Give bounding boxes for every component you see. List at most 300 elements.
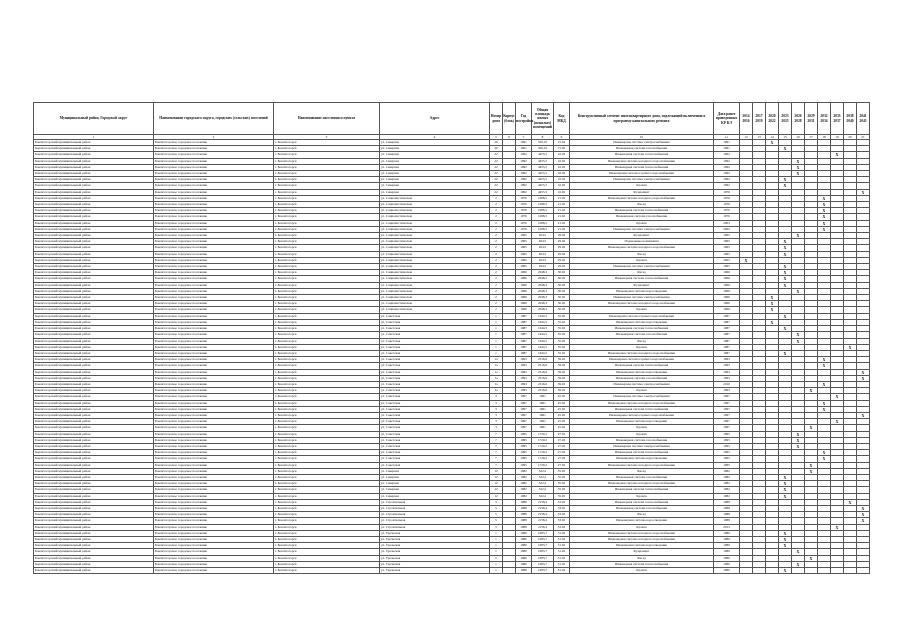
cell-previous-repair-date: 1980 bbox=[714, 561, 740, 567]
cell-mkd-code: 39.02 bbox=[554, 363, 570, 369]
cell-year-built: 1980 bbox=[516, 537, 532, 543]
column-header: 2041 2043 bbox=[857, 103, 870, 135]
period-mark: X bbox=[857, 375, 870, 381]
cell-address: ул. Социалистическая bbox=[380, 245, 490, 251]
cell-house-number: 1 bbox=[490, 332, 503, 338]
column-number: 10 bbox=[570, 135, 714, 140]
cell-area: 1644,5 bbox=[532, 350, 554, 356]
cell-year-built: 1992 bbox=[516, 152, 532, 158]
cell-mkd-code: 16.02 bbox=[554, 164, 570, 170]
column-number: 14 bbox=[766, 135, 779, 140]
cell-district: Бокситогорский муниципальный район bbox=[34, 152, 154, 158]
cell-mkd-code: 33.02 bbox=[554, 512, 570, 518]
cell-house-number: 2 bbox=[490, 307, 503, 313]
cell-locality: г. Бокситогорск bbox=[274, 425, 380, 431]
cell-area: 1068,5 bbox=[532, 195, 554, 201]
cell-year-built: 1991 bbox=[516, 146, 532, 152]
cell-house-number: 5 bbox=[490, 524, 503, 530]
cell-mkd-code: 31.02 bbox=[554, 530, 570, 536]
cell-year-built: 1965 bbox=[516, 251, 532, 257]
cell-year-built: 1993 bbox=[516, 363, 532, 369]
cell-district: Бокситогорский муниципальный район bbox=[34, 375, 154, 381]
period-mark: X bbox=[818, 208, 831, 214]
cell-locality: г. Бокситогорск bbox=[274, 481, 380, 487]
cell-area: 4455,5 bbox=[532, 152, 554, 158]
cell-area: 1068,5 bbox=[532, 208, 554, 214]
period-mark: X bbox=[818, 220, 831, 226]
cell-structural-element: Инженерная система теплоснабжения bbox=[570, 326, 714, 332]
cell-year-built: 1987 bbox=[516, 313, 532, 319]
cell-house-number: 1а bbox=[490, 381, 503, 387]
cell-previous-repair-date: 1965 bbox=[714, 251, 740, 257]
cell-year-built: 1988 bbox=[516, 524, 532, 530]
cell-address: ул. Советская bbox=[380, 412, 490, 418]
cell-locality: г. Бокситогорск bbox=[274, 369, 380, 375]
period-cell bbox=[844, 568, 857, 574]
cell-district: Бокситогорский муниципальный район bbox=[34, 288, 154, 294]
cell-mkd-code: 35.02 bbox=[554, 468, 570, 474]
period-cell bbox=[857, 568, 870, 574]
cell-district: Бокситогорский муниципальный район bbox=[34, 202, 154, 208]
cell-area: 1068,5 bbox=[532, 214, 554, 220]
cell-locality: г. Бокситогорск bbox=[274, 264, 380, 270]
cell-locality: г. Бокситогорск bbox=[274, 456, 380, 462]
cell-district: Бокситогорский муниципальный район bbox=[34, 146, 154, 152]
cell-mkd-code: 15.02 bbox=[554, 140, 570, 146]
period-mark: X bbox=[818, 363, 831, 369]
cell-mkd-code: 31.02 bbox=[554, 568, 570, 574]
cell-structural-element: Фундамент bbox=[570, 282, 714, 288]
cell-structural-element: Инженерная система холодного водоснабжения bbox=[570, 245, 714, 251]
cell-mkd-code: 33.02 bbox=[554, 505, 570, 511]
cell-previous-repair-date: 1992 bbox=[714, 152, 740, 158]
column-number: 11 bbox=[714, 135, 740, 140]
cell-previous-repair-date: 1966 bbox=[714, 276, 740, 282]
cell-settlement: Бокситогорское городское поселение bbox=[154, 251, 274, 257]
cell-year-built: 1980 bbox=[516, 549, 532, 555]
cell-district: Бокситогорский муниципальный район bbox=[34, 257, 154, 263]
cell-mkd-code: 31.02 bbox=[554, 555, 570, 561]
cell-area: 264,5 bbox=[532, 251, 554, 257]
cell-settlement: Бокситогорское городское поселение bbox=[154, 481, 274, 487]
cell-house-number: 7 bbox=[490, 450, 503, 456]
cell-mkd-code: 39.02 bbox=[554, 369, 570, 375]
cell-mkd-code: 31.02 bbox=[554, 549, 570, 555]
cell-mkd-code: 45.02 bbox=[554, 425, 570, 431]
cell-area: 522,2 bbox=[532, 474, 554, 480]
cell-structural-element: Кровля bbox=[570, 183, 714, 189]
cell-previous-repair-date: 1987 bbox=[714, 332, 740, 338]
cell-area: 1083,7 bbox=[532, 543, 554, 549]
period-mark: X bbox=[818, 456, 831, 462]
cell-house-number: 22 bbox=[490, 164, 503, 170]
cell-structural-element: Инженерная система горячего водоснабжения bbox=[570, 357, 714, 363]
cell-house-number: 2 bbox=[490, 276, 503, 282]
period-mark: X bbox=[779, 251, 792, 257]
column-header: Наименование городского округа, городских (сельских) поселений bbox=[154, 103, 274, 135]
period-mark: X bbox=[779, 282, 792, 288]
cell-area: 1661 bbox=[532, 406, 554, 412]
cell-structural-element: Кровля bbox=[570, 220, 714, 226]
period-mark: X bbox=[857, 369, 870, 375]
period-mark: X bbox=[779, 481, 792, 487]
cell-mkd-code: 30.02 bbox=[554, 276, 570, 282]
cell-mkd-code: 21.02 bbox=[554, 202, 570, 208]
cell-previous-repair-date: 1987 bbox=[714, 338, 740, 344]
period-mark: X bbox=[805, 425, 818, 431]
cell-structural-element: Инженерная система холодного водоснабжения bbox=[570, 195, 714, 201]
cell-settlement: Бокситогорское городское поселение bbox=[154, 493, 274, 499]
cell-previous-repair-date: 1980 bbox=[714, 537, 740, 543]
cell-previous-repair-date: 1982 bbox=[714, 474, 740, 480]
cell-locality: г. Бокситогорск bbox=[274, 195, 380, 201]
cell-year-built: 1987 bbox=[516, 344, 532, 350]
cell-year-built: 1992 bbox=[516, 158, 532, 164]
cell-district: Бокситогорский муниципальный район bbox=[34, 313, 154, 319]
cell-area: 509,10 bbox=[532, 140, 554, 146]
cell-district: Бокситогорский муниципальный район bbox=[34, 400, 154, 406]
period-mark: X bbox=[831, 524, 844, 530]
column-number: 20 bbox=[844, 135, 857, 140]
cell-area: 264,5 bbox=[532, 257, 554, 263]
cell-previous-repair-date: 1976 bbox=[714, 208, 740, 214]
cell-year-built: 1997 bbox=[516, 412, 532, 418]
cell-structural-element: Инженерная система теплоснабжения bbox=[570, 152, 714, 158]
cell-structural-element: Кровля bbox=[570, 307, 714, 313]
cell-area: 1644,5 bbox=[532, 344, 554, 350]
cell-structural-element: Подвальные помещения bbox=[570, 239, 714, 245]
cell-mkd-code: 29.02 bbox=[554, 245, 570, 251]
cell-area: 2158,4 bbox=[532, 518, 554, 524]
cell-area: 509,10 bbox=[532, 146, 554, 152]
cell-address: ул. Советская bbox=[380, 357, 490, 363]
cell-structural-element: Инженерная система газоснабжения bbox=[570, 214, 714, 220]
cell-mkd-code: 27.02 bbox=[554, 462, 570, 468]
cell-previous-repair-date: 1997 bbox=[714, 406, 740, 412]
cell-settlement: Бокситогорское городское поселение bbox=[154, 301, 274, 307]
cell-locality: г. Бокситогорск bbox=[274, 450, 380, 456]
cell-locality: г. Бокситогорск bbox=[274, 245, 380, 251]
cell-structural-element: Кровля bbox=[570, 493, 714, 499]
cell-district: Бокситогорский муниципальный район bbox=[34, 468, 154, 474]
cell-settlement: Бокситогорское городское поселение bbox=[154, 208, 274, 214]
cell-previous-repair-date: 1992 bbox=[714, 164, 740, 170]
cell-structural-element: Инженерная система холодного водоснабжения bbox=[570, 481, 714, 487]
cell-locality: г. Бокситогорск bbox=[274, 171, 380, 177]
cell-house-number: 1а bbox=[490, 369, 503, 375]
cell-settlement: Бокситогорское городское поселение bbox=[154, 561, 274, 567]
cell-address: ул. Советская bbox=[380, 437, 490, 443]
cell-area: 2048,3 bbox=[532, 295, 554, 301]
cell-previous-repair-date: 1966 bbox=[714, 270, 740, 276]
cell-previous-repair-date: 1988 bbox=[714, 499, 740, 505]
cell-district: Бокситогорский муниципальный район bbox=[34, 462, 154, 468]
cell-structural-element: Кровля bbox=[570, 388, 714, 394]
cell-structural-element: Инженерная система электроснабжения bbox=[570, 381, 714, 387]
cell-address: ул. Строительная bbox=[380, 499, 490, 505]
cell-locality: г. Бокситогорск bbox=[274, 177, 380, 183]
cell-address: ул. Социалистическая bbox=[380, 226, 490, 232]
cell-house-number: 1а bbox=[490, 388, 503, 394]
cell-mkd-code: 35.02 bbox=[554, 487, 570, 493]
cell-structural-element: Инженерная система холодного водоснабжения bbox=[570, 350, 714, 356]
cell-district: Бокситогорский муниципальный район bbox=[34, 524, 154, 530]
cell-address: ул. Социалистическая bbox=[380, 301, 490, 307]
cell-mkd-code: 29.02 bbox=[554, 257, 570, 263]
column-header: Конструктивный элемент многоквартирного дома, подлежащий включению в программу капитального ремонта bbox=[570, 103, 714, 135]
cell-district: Бокситогорский муниципальный район bbox=[34, 456, 154, 462]
cell-year-built: 1995 bbox=[516, 431, 532, 437]
cell-mkd-code: 16.02 bbox=[554, 177, 570, 183]
cell-area: 1068,5 bbox=[532, 202, 554, 208]
cell-mkd-code: 45.02 bbox=[554, 419, 570, 425]
cell-previous-repair-date: 1976 bbox=[714, 189, 740, 195]
cell-settlement: Бокситогорское городское поселение bbox=[154, 530, 274, 536]
cell-house-number: 12 bbox=[490, 493, 503, 499]
cell-year-built: 1992 bbox=[516, 164, 532, 170]
cell-year-built: 1997 bbox=[516, 406, 532, 412]
cell-address: ул. Строительная bbox=[380, 524, 490, 530]
cell-area: 1083,7 bbox=[532, 568, 554, 574]
cell-house-number: 1 bbox=[490, 344, 503, 350]
cell-address: ул. Социалистическая bbox=[380, 208, 490, 214]
cell-district: Бокситогорский муниципальный район bbox=[34, 537, 154, 543]
cell-settlement: Бокситогорское городское поселение bbox=[154, 245, 274, 251]
cell-previous-repair-date: 1965 bbox=[714, 233, 740, 239]
period-cell bbox=[792, 568, 805, 574]
cell-address: ул. Советская bbox=[380, 419, 490, 425]
column-number: 13 bbox=[753, 135, 766, 140]
cell-area: 1661 bbox=[532, 400, 554, 406]
cell-mkd-code: 30.02 bbox=[554, 288, 570, 294]
cell-settlement: Бокситогорское городское поселение bbox=[154, 214, 274, 220]
cell-district: Бокситогорский муниципальный район bbox=[34, 282, 154, 288]
cell-area: 1068,5 bbox=[532, 220, 554, 226]
cell-settlement: Бокситогорское городское поселение bbox=[154, 158, 274, 164]
cell-settlement: Бокситогорское городское поселение bbox=[154, 326, 274, 332]
cell-settlement: Бокситогорское городское поселение bbox=[154, 419, 274, 425]
cell-year-built: 1987 bbox=[516, 319, 532, 325]
cell-year-built: 1966 bbox=[516, 270, 532, 276]
cell-mkd-code: 16.02 bbox=[554, 189, 570, 195]
cell-district: Бокситогорский муниципальный район bbox=[34, 270, 154, 276]
cell-district: Бокситогорский муниципальный район bbox=[34, 530, 154, 536]
cell-address: ул. Уральская bbox=[380, 530, 490, 536]
column-header: Код МКД bbox=[554, 103, 570, 135]
cell-settlement: Бокситогорское городское поселение bbox=[154, 375, 274, 381]
period-cell bbox=[818, 568, 831, 574]
cell-locality: г. Бокситогорск bbox=[274, 226, 380, 232]
cell-locality: г. Бокситогорск bbox=[274, 332, 380, 338]
cell-locality: г. Бокситогорск bbox=[274, 270, 380, 276]
cell-address: ул. Советская bbox=[380, 456, 490, 462]
cell-house-number: 22 bbox=[490, 171, 503, 177]
cell-area: 1083,7 bbox=[532, 530, 554, 536]
cell-structural-element: Фасад bbox=[570, 251, 714, 257]
cell-settlement: Бокситогорское городское поселение bbox=[154, 549, 274, 555]
column-number: 19 bbox=[831, 135, 844, 140]
cell-house-number: 1 bbox=[490, 568, 503, 574]
cell-previous-repair-date: 1987 bbox=[714, 344, 740, 350]
cell-year-built: 1991 bbox=[516, 140, 532, 146]
cell-year-built: 1988 bbox=[516, 499, 532, 505]
cell-address: ул. Строительная bbox=[380, 512, 490, 518]
cell-mkd-code: 35.02 bbox=[554, 319, 570, 325]
period-cell bbox=[753, 568, 766, 574]
cell-district: Бокситогорский муниципальный район bbox=[34, 220, 154, 226]
cell-structural-element: Кровля bbox=[570, 568, 714, 574]
cell-year-built: 1995 bbox=[516, 450, 532, 456]
cell-year-built: 1988 bbox=[516, 512, 532, 518]
cell-settlement: Бокситогорское городское поселение bbox=[154, 164, 274, 170]
cell-settlement: Бокситогорское городское поселение bbox=[154, 307, 274, 313]
cell-address: ул. Уральская bbox=[380, 568, 490, 574]
cell-mkd-code: 27.02 bbox=[554, 437, 570, 443]
period-mark: X bbox=[857, 412, 870, 418]
cell-settlement: Бокситогорское городское поселение bbox=[154, 195, 274, 201]
cell-mkd-code: 35.02 bbox=[554, 344, 570, 350]
cell-mkd-code: 21.02 bbox=[554, 214, 570, 220]
period-mark: X bbox=[792, 561, 805, 567]
cell-mkd-code: 39.02 bbox=[554, 357, 570, 363]
period-mark: X bbox=[805, 388, 818, 394]
cell-address: ул. Северная bbox=[380, 164, 490, 170]
cell-district: Бокситогорский муниципальный район bbox=[34, 177, 154, 183]
cell-address: ул. Советская bbox=[380, 425, 490, 431]
cell-settlement: Бокситогорское городское поселение bbox=[154, 233, 274, 239]
cell-previous-repair-date: 1993 bbox=[714, 388, 740, 394]
cell-address: ул. Советская bbox=[380, 313, 490, 319]
cell-settlement: Бокситогорское городское поселение bbox=[154, 189, 274, 195]
cell-area: 2048,3 bbox=[532, 307, 554, 313]
period-mark: X bbox=[831, 419, 844, 425]
cell-previous-repair-date: 1997 bbox=[714, 419, 740, 425]
cell-year-built: 1993 bbox=[516, 375, 532, 381]
cell-mkd-code: 45.02 bbox=[554, 406, 570, 412]
cell-locality: г. Бокситогорск bbox=[274, 443, 380, 449]
period-mark: X bbox=[818, 195, 831, 201]
cell-locality: г. Бокситогорск bbox=[274, 319, 380, 325]
cell-house-number: 2 bbox=[490, 270, 503, 276]
cell-settlement: Бокситогорское городское поселение bbox=[154, 319, 274, 325]
cell-year-built: 1980 bbox=[516, 568, 532, 574]
column-header: Корпус (блок) bbox=[503, 103, 516, 135]
cell-previous-repair-date: 1993 bbox=[714, 375, 740, 381]
cell-previous-repair-date: 1988 bbox=[714, 505, 740, 511]
period-mark: X bbox=[779, 568, 792, 574]
cell-year-built: 1982 bbox=[516, 474, 532, 480]
cell-settlement: Бокситогорское городское поселение bbox=[154, 183, 274, 189]
cell-address: ул. Социалистическая bbox=[380, 276, 490, 282]
cell-address: ул. Социалистическая bbox=[380, 214, 490, 220]
column-number: 7 bbox=[516, 135, 532, 140]
cell-previous-repair-date: 1997 bbox=[714, 394, 740, 400]
period-mark: X bbox=[818, 226, 831, 232]
cell-settlement: Бокситогорское городское поселение bbox=[154, 400, 274, 406]
cell-house-number: 1 bbox=[490, 350, 503, 356]
column-number: 15 bbox=[779, 135, 792, 140]
cell-structural-element: Фасад bbox=[570, 512, 714, 518]
cell-locality: г. Бокситогорск bbox=[274, 288, 380, 294]
cell-address: ул. Советская bbox=[380, 462, 490, 468]
cell-settlement: Бокситогорское городское поселение bbox=[154, 226, 274, 232]
column-header: 2017 2019 bbox=[753, 103, 766, 135]
cell-house-number: 3 bbox=[490, 425, 503, 431]
cell-house-number: 2 bbox=[490, 251, 503, 257]
column-number: 21 bbox=[857, 135, 870, 140]
cell-address: ул. Уральская bbox=[380, 561, 490, 567]
cell-locality: г. Бокситогорск bbox=[274, 350, 380, 356]
period-mark: X bbox=[766, 307, 779, 313]
period-mark: X bbox=[766, 301, 779, 307]
cell-year-built: 1993 bbox=[516, 369, 532, 375]
cell-settlement: Бокситогорское городское поселение bbox=[154, 412, 274, 418]
cell-house-number: 2 bbox=[490, 295, 503, 301]
column-number: 5 bbox=[490, 135, 503, 140]
cell-year-built: 1965 bbox=[516, 233, 532, 239]
cell-year-built: 1992 bbox=[516, 171, 532, 177]
cell-house-number: 2 bbox=[490, 282, 503, 288]
column-header: 2026 2028 bbox=[792, 103, 805, 135]
cell-house-number: 2 bbox=[490, 264, 503, 270]
cell-address: ул. Советская bbox=[380, 431, 490, 437]
repair-schedule-table bbox=[33, 102, 870, 574]
cell-house-number: 7 bbox=[490, 456, 503, 462]
cell-locality: г. Бокситогорск bbox=[274, 474, 380, 480]
period-mark: X bbox=[779, 530, 792, 536]
cell-mkd-code: 21.02 bbox=[554, 195, 570, 201]
cell-area: 522,2 bbox=[532, 493, 554, 499]
cell-address: ул. Советская bbox=[380, 350, 490, 356]
cell-structural-element: Инженерная система теплоснабжения bbox=[570, 487, 714, 493]
cell-house-number: 22 bbox=[490, 189, 503, 195]
period-mark: X bbox=[857, 505, 870, 511]
cell-house-number: 22 bbox=[490, 183, 503, 189]
cell-mkd-code: 27.02 bbox=[554, 456, 570, 462]
cell-house-number: 2 bbox=[490, 245, 503, 251]
cell-mkd-code: 30.02 bbox=[554, 270, 570, 276]
cell-area: 1661 bbox=[532, 425, 554, 431]
cell-house-number: 7 bbox=[490, 431, 503, 437]
cell-structural-element: Инженерная система холодного водоснабжения bbox=[570, 530, 714, 536]
cell-settlement: Бокситогорское городское поселение bbox=[154, 152, 274, 158]
cell-address: ул. Социалистическая bbox=[380, 220, 490, 226]
cell-structural-element: Фасад bbox=[570, 555, 714, 561]
cell-area: 1083,7 bbox=[532, 561, 554, 567]
cell-house-number: 12 bbox=[490, 487, 503, 493]
cell-locality: г. Бокситогорск bbox=[274, 158, 380, 164]
cell-district: Бокситогорский муниципальный район bbox=[34, 301, 154, 307]
cell-structural-element: Фасад bbox=[570, 338, 714, 344]
cell-district: Бокситогорский муниципальный район bbox=[34, 499, 154, 505]
period-mark: X bbox=[779, 493, 792, 499]
cell-structural-element: Кровля bbox=[570, 257, 714, 263]
cell-district: Бокситогорский муниципальный район bbox=[34, 431, 154, 437]
cell-previous-repair-date: 1992 bbox=[714, 183, 740, 189]
cell-settlement: Бокситогорское городское поселение bbox=[154, 505, 274, 511]
cell-mkd-code: 16.02 bbox=[554, 152, 570, 158]
cell-structural-element: Инженерная система электроснабжения bbox=[570, 140, 714, 146]
cell-address: ул. Северная bbox=[380, 468, 490, 474]
cell-address: ул. Советская bbox=[380, 443, 490, 449]
period-mark: X bbox=[844, 344, 857, 350]
cell-structural-element: Инженерная система водоотведения bbox=[570, 319, 714, 325]
cell-settlement: Бокситогорское городское поселение bbox=[154, 406, 274, 412]
cell-year-built: 1995 bbox=[516, 443, 532, 449]
cell-address: ул. Советская bbox=[380, 375, 490, 381]
cell-structural-element: Инженерная система газоснабжения bbox=[570, 474, 714, 480]
column-number: 17 bbox=[805, 135, 818, 140]
